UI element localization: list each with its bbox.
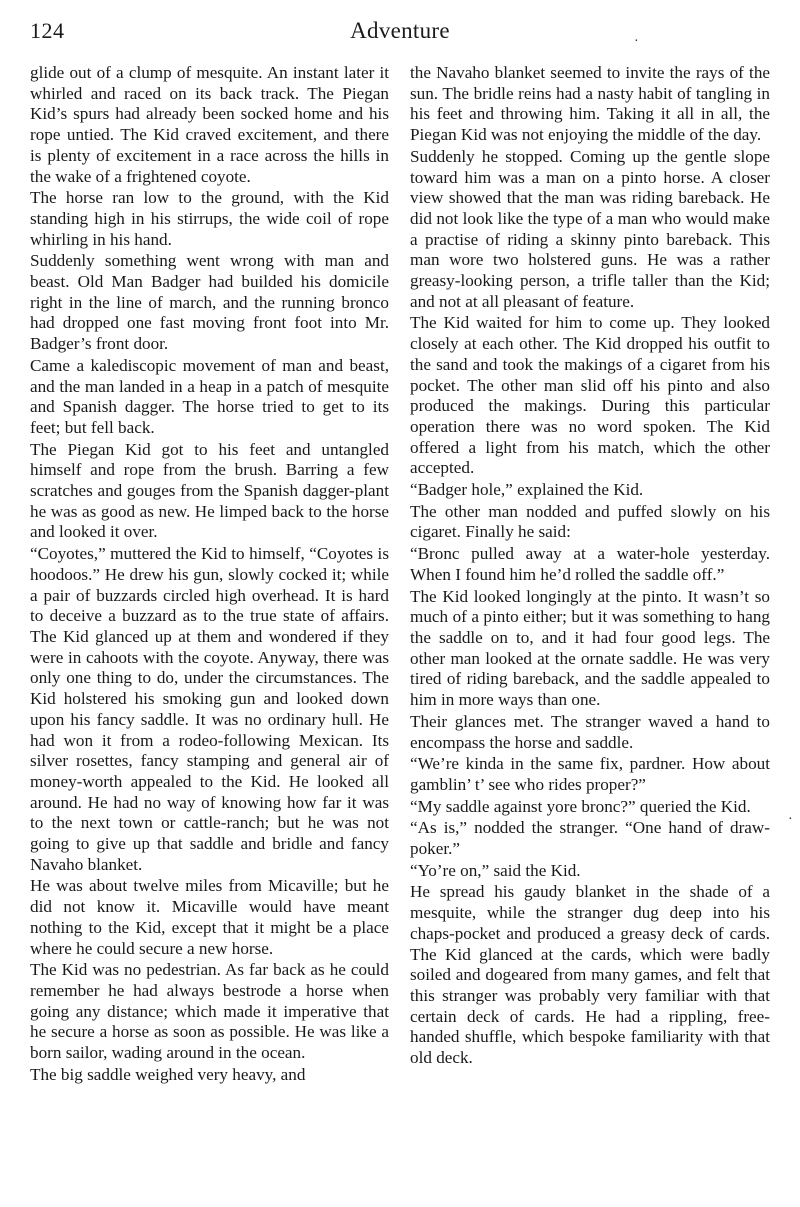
paragraph: “Coyotes,” muttered the Kid to himself, “Coyotes is hoodoos.” He drew his gun, slowly cocked it; while a pair of buzzards circled high overhead. It is hard to deceive a buzzard as to the true state of affairs. The Kid glanced up at them and wondered if they were in cahoots with the coyote. Anyway, there was only one thing to do, under the circumstances. The Kid holstered his smoking gun and looked down upon his fancy saddle. It was no ordinary hull. He had won it from a rodeo-following Mexican. Its silver rosettes, fancy stamping and general air of money-worth appealed to the Kid. He looked all around. He had no way of knowing how far it was to the next town or cattle-ranch; but he was not going to give up that saddle and bridle and fancy Navaho blanket. <box>30 544 389 874</box>
paragraph: Suddenly something went wrong with man and beast. Old Man Badger had builded his domicile right in the line of march, and the running bronco had dropped one fast moving front foot into Mr. Badger’s front door. <box>30 251 389 354</box>
page-number: 124 <box>30 18 65 43</box>
print-speck: · <box>634 34 639 49</box>
paragraph: The horse ran low to the ground, with the Kid standing high in his stirrups, the wide coil of rope whirling in his hand. <box>30 188 389 249</box>
paragraph: “Bronc pulled away at a water-hole yesterday. When I found him he’d rolled the saddle off.” <box>410 544 770 584</box>
paragraph: “As is,” nodded the stranger. “One hand of draw-poker.” <box>410 818 770 859</box>
paragraph: “My saddle against yore bronc?” queried the Kid. <box>410 796 751 816</box>
left-column <box>30 63 389 1085</box>
running-head <box>30 18 770 48</box>
paragraph: “Badger hole,” explained the Kid. <box>410 480 644 500</box>
print-speck: · <box>788 812 793 827</box>
paragraph: Their glances met. The stranger waved a hand to encompass the horse and saddle. <box>410 711 770 752</box>
paragraph: The big saddle weighed very heavy, and <box>30 1064 306 1084</box>
paragraph: “Yo’re on,” said the Kid. <box>410 860 581 880</box>
paragraph: the Navaho blanket seemed to invite the rays of the sun. The bridle reins had a nasty habit of tangling in his feet and throwing him. Taking it all in all, the Piegan Kid was not enjoying the middle of the day. <box>410 63 770 145</box>
paragraph: “We’re kinda in the same fix, pardner. How about gamblin’ t’ see who rides proper?” <box>410 754 770 794</box>
paragraph: He was about twelve miles from Micaville; but he did not know it. Micaville would have meant nothing to the Kid, except that it might be a place where he could secure a new horse. <box>30 876 389 958</box>
paragraph: The Piegan Kid got to his feet and untangled himself and rope from the brush. Barring a few scratches and gouges from the Spanish dagger-plant he was as good as new. He limped back to the horse and looked it over. <box>30 439 389 542</box>
paragraph: The other man nodded and puffed slowly on his cigaret. Finally he said: <box>410 501 770 542</box>
paragraph: Suddenly he stopped. Coming up the gentle slope toward him was a man on a pinto horse. A closer view showed that the man was riding bareback. He did not look like the type of a man who would make a practise of riding a skinny pinto bareback. This man wore two holstered guns. He was a rather greasy-looking person, a trifle taller than the Kid; and not at all pleasant of feature. <box>410 146 770 311</box>
paragraph: The Kid looked longingly at the pinto. It wasn’t so much of a pinto either; but it was something to hang the saddle on to, and it had four good legs. The other man looked at the ornate saddle. He was very tired of riding bareback, and the saddle appealed to him in more ways than one. <box>410 586 770 710</box>
right-column <box>410 63 770 1069</box>
paragraph: The Kid waited for him to come up. They looked closely at each other. The Kid dropped his outfit to the sand and took the makings of a cigaret from his pocket. The other man slid off his pinto and also produced the makings. During this particular operation there was no word spoken. The Kid offered a light from his match, which the other accepted. <box>410 313 770 478</box>
paragraph: glide out of a clump of mesquite. An instant later it whirled and raced on its back track. The Piegan Kid’s spurs had already been socked home and his rope untied. The Kid craved excitement, and there is plenty of excitement in a race across the hills in the wake of a frightened coyote. <box>30 63 389 186</box>
paragraph: The Kid was no pedestrian. As far back as he could remember he had always bestrode a horse when going any distance; which made it imperative that he secure a horse as soon as possible. He was like a born sailor, wading around in the ocean. <box>30 960 389 1063</box>
paragraph: He spread his gaudy blanket in the shade of a mesquite, while the stranger dug deep into his chaps-pocket and produced a greasy deck of cards. The Kid glanced at the cards, which were badly soiled and dogeared from many games, and felt that this stranger was probably very familiar with that certain deck of cards. He had a rippling, free-handed shuffle, which bespoke familiarity with that old deck. <box>410 882 770 1068</box>
journal-title: Adventure <box>350 18 450 43</box>
paragraph: Came a kalediscopic movement of man and beast, and the man landed in a heap in a patch of mesquite and Spanish dagger. The horse tried to get to its feet; but fell back. <box>30 355 389 437</box>
